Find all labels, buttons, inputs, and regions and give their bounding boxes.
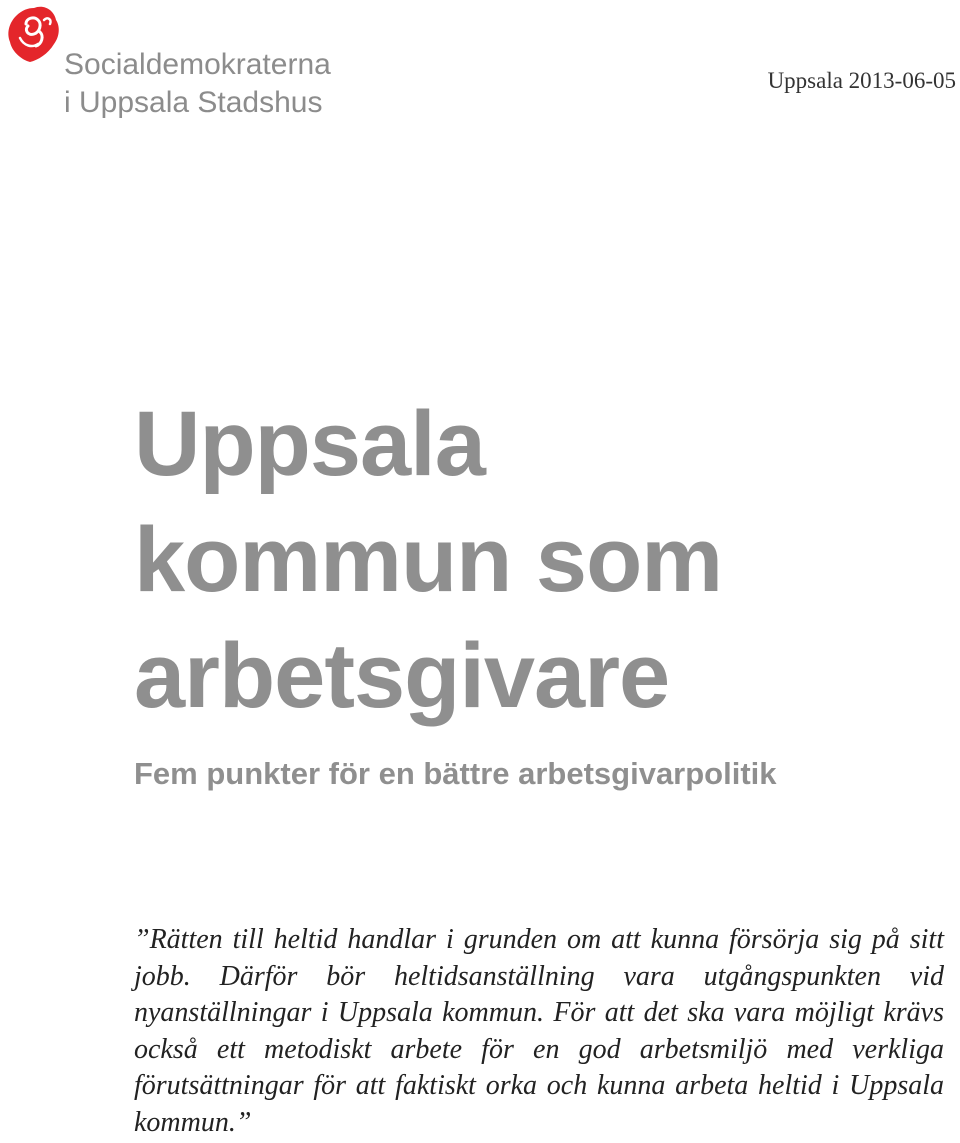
intro-quote: ”Rätten till heltid handlar i grunden om att kunna försörja sig på sitt jobb. Därför bör heltidsanställning vara utgångspunkten vid nyanställningar i Uppsala kommun. För att det ska vara möjligt krävs också ett metodiskt arbete för en god arbetsmiljö med verkliga förutsättningar för att faktiskt orka och kunna arbeta heltid i Uppsala kommun.” [134, 924, 944, 1138]
dateline: Uppsala 2013-06-05 [767, 68, 956, 93]
document-subtitle: Fem punkter för en bättre arbetsgivarpolitik [134, 756, 777, 791]
org-line-1: Socialdemokraterna [64, 48, 331, 81]
org-line-2: i Uppsala Stadshus [64, 86, 323, 119]
document-title [134, 386, 722, 734]
organization-name [64, 46, 331, 122]
rose-logo-icon [4, 2, 64, 66]
title-line-3: arbetsgivare [134, 625, 670, 727]
title-line-2: kommun som [134, 509, 723, 611]
title-line-1: Uppsala [134, 393, 485, 495]
